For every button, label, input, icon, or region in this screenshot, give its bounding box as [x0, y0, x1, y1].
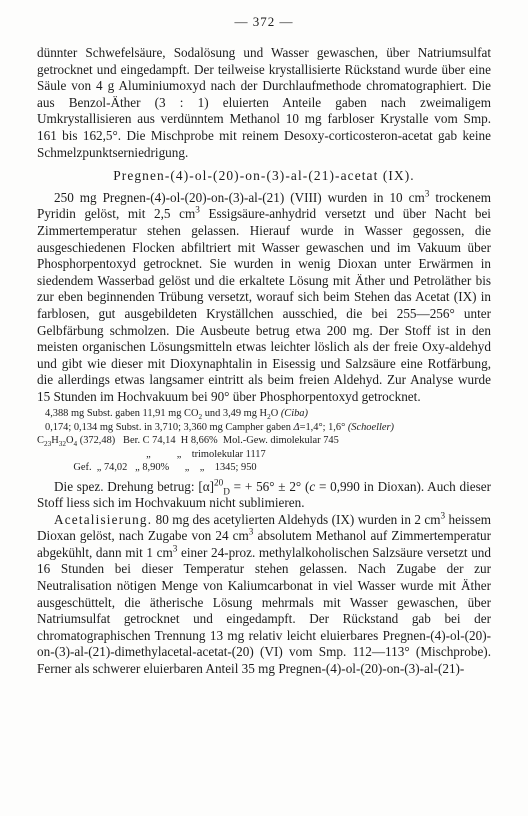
subscript: 2 [198, 413, 203, 422]
formula-part: C [37, 435, 44, 447]
analysis-line-5: Gef. „ 74,02 „ 8,90% „ „ 1345; 950 [37, 462, 257, 474]
paragraph-4-text-c: absolutem Methanol auf Zimmertemperatur abgekühlt, dann mit 1 cm [37, 528, 491, 560]
superscript-20: 20 [214, 477, 224, 488]
subscript: 32 [58, 440, 66, 449]
analysis-text: (372,48) Ber. C 74,14 H 8,66% Mol.-Gew. dimolekular 745 [77, 435, 339, 447]
paragraph-3 [37, 479, 491, 512]
paragraph-2-text-b: trockenem Pyridin gelöst, mit 2,5 cm [37, 189, 491, 222]
paragraph-4-text-b: heissem Dioxan gelöst, nach Zugabe von 24 cm [37, 511, 491, 544]
delta-symbol: Δ [293, 421, 300, 433]
analysis-text: O [270, 408, 281, 420]
subscript: 23 [43, 440, 52, 449]
analysis-reference: (Schoeller) [347, 421, 395, 433]
superscript-3: 3 [424, 188, 430, 199]
section-heading: Pregnen-(4)-ol-(20)-on-(3)-al-(21)-acetat (IX). [113, 168, 415, 184]
analysis-text: =1,4°; 1,6° [299, 421, 348, 433]
analysis-reference: (Ciba) [280, 408, 308, 420]
text-column [37, 45, 491, 678]
superscript-3: 3 [195, 204, 200, 215]
paragraph-2-text-a: 250 mg Pregnen-(4)-ol-(20)-on-(3)-al-(21) (VIII) wurden in 10 cm [54, 189, 425, 205]
paragraph-3-text-b: = + 56° ± 2° ( [229, 478, 310, 494]
analysis-line-2 [37, 421, 491, 434]
paragraph-4-text-d: einer 24-proz. methylalkoholischen Salzsäure versetzt und 16 Stunden bei dieser Temperatur stehen gelassen. Nach Zugabe der zur Neutralisation nötigen Menge von Kaliumcarbonat in viel Wasser wurde mit Äther ausgeschüttelt, die ätherische Lösung mehrmals mit Wasser gewaschen, über Natriumsulfat getrocknet und eingedampft. Der Rückstand gab bei der chromatographischen Trennung 13 mg relativ leicht eluierbares Pregnen-(4)-ol-(20)-on-(3)-al-(21)-dimethylacetal-acetat-(20) (VI) vom Smp. 112—113° (Mischprobe). Ferner als schwerer eluierbaren Anteil 35 mg Pregnen-(4)-ol-(20)-on-(3)-al-(21)- [37, 544, 491, 677]
paragraph-3-text-d: = 0,990 in Dioxan). Auch dieser Stoff liess sich im Hochvakuum nicht sublimieren. [37, 478, 491, 511]
superscript-3: 3 [440, 510, 446, 521]
subscript: 2 [267, 413, 271, 422]
analysis-line-3 [37, 434, 491, 447]
paragraph-3-c-symbol: c [309, 478, 316, 494]
paragraph-1: dünnter Schwefelsäure, Sodalösung und Wasser gewaschen, über Natriumsulfat getrocknet und eingedampft. Der teilweise krystallisierte Rückstand wurde über eine Säule von 4 g Aluminiumoxyd nach der Durchlaufmethode chromatographiert. Die aus Benzol-Äther (3 : 1) eluierten Anteile gaben nach zweimaligem Umkrystallisieren aus verdünntem Methanol 10 mg farbloser Krystalle vom Smp. 161 bis 162,5°. Die Mischprobe mit reinem Desoxy-corticosteron-acetat gab keine Schmelzpunktserniedrigung. [37, 45, 491, 160]
superscript-3: 3 [248, 526, 254, 537]
subscript-d: D [223, 486, 230, 497]
analysis-block [37, 407, 491, 474]
paragraph-2-text-c: Essigsäure-anhydrid versetzt und über Nacht bei Zimmertemperatur stehen gelassen. Hierauf wurde in Wasser gegossen, die ausgeschiedenen Flocken abfiltriert mit Wasser gewaschen und im Vakuum über Phosphorpentoxyd getrocknet. Sie wurden in wenig Dioxan unter Erwärmen in siedendem Wasserbad gelöst und die erkaltete Lösung mit Äther und Petroläther bis zur eben beginnenden Trübung versetzt, worauf sich beim Stehen das Acetat (IX) in farblosen, gut ausgebildeten Kryställchen ausschied, die bei 255—256° unter Gelbfärbung schmolzen. Die Ausbeute betrug etwa 200 mg. Der Stoff ist in den meisten organischen Lösungsmitteln etwas leichter löslich als der freie Oxy-aldehyd und gibt wie dieser mit Dioxynaphtalin in Eisessig und Salzsäure eine Rotfärbung, die allerdings etwas langsamer eintritt als beim freien Aldehyd. Zur Analyse wurde 15 Stunden im Hochvakuum bei 90° über Phosphorpentoxyd getrocknet. [37, 206, 491, 404]
paragraph-3-text-a: Die spez. Drehung betrug: [α] [54, 478, 215, 494]
analysis-text: 0,174; 0,134 mg Subst. in 3,710; 3,360 mg Campher gaben [45, 421, 294, 433]
superscript-3: 3 [172, 543, 178, 554]
paragraph-4 [37, 512, 491, 678]
analysis-line-4: „ „ trimolekular 1117 [37, 448, 266, 460]
paragraph-2 [37, 190, 491, 406]
page-number: — 372 — [234, 14, 294, 29]
paragraph-4-text-a: 80 mg des acetylierten Aldehyds (IX) wurden in 2 cm [152, 511, 441, 527]
analysis-text: und 3,49 mg H [202, 408, 268, 420]
analysis-text: 4,388 mg Subst. gaben 11,91 mg CO [45, 408, 199, 420]
subscript: 4 [73, 440, 78, 449]
formula-part: H [51, 435, 59, 447]
analysis-line-1 [37, 407, 491, 420]
paragraph-4-label: Acetalisierung. [54, 511, 153, 527]
formula-part: O [65, 435, 74, 447]
